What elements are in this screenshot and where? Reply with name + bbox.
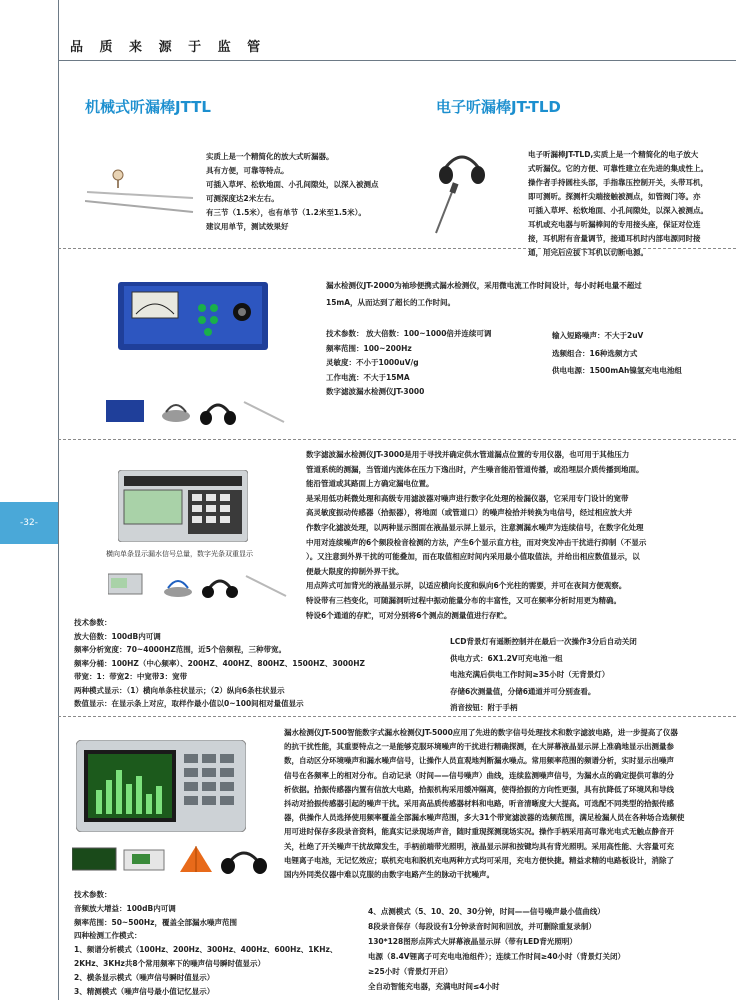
text-line: 用可进时保存多段录音资料，能真实记录现场声音，随时重现探测现场实况。操作手柄采用高可靠光电式无触点静音开 bbox=[284, 827, 674, 837]
spec-line: 频率范围：100~200Hz bbox=[326, 343, 412, 353]
section4-intro bbox=[284, 726, 732, 882]
text-line: 建议用单节，测试效果好 bbox=[206, 222, 289, 231]
jt3000-caption: 横向单条显示漏水信号总量，数字光条双重显示 bbox=[106, 550, 253, 558]
params-title: 技术参数： bbox=[74, 618, 112, 627]
text-line: 电子听漏棒JT-TLD,实质上是一个精简化的电子放大 bbox=[528, 150, 699, 159]
text-line: 用点阵式可加背光的液晶显示屏，以适应横向长度和纵向6个光柱的需要，并可在夜间方便观察。 bbox=[306, 581, 627, 591]
param-line: 放大倍数：100dB内可调 bbox=[74, 631, 161, 641]
param-line: 技术参数： bbox=[74, 890, 112, 899]
text-line: 析依据。拾振传感器内置有信放大电路，拾振机构采用缓冲隔离，使得拾振的方向性更强，具有抗降低了环境风和导线 bbox=[284, 784, 674, 794]
section2-intro bbox=[326, 277, 726, 311]
text-line: 关，杜绝了开关噪声干扰故障发生，手柄前端带光照明，液晶显示屏和按键均具有背光照明。采用高性能、大容量可充 bbox=[284, 841, 674, 851]
text-line: 特设带有三档变化，可随漏洞听过程中振动能量分布的丰富性，又可在频率分析时用更为精确。 bbox=[306, 595, 621, 605]
text-line: 管道系统的测漏，当管道内流体在压力下逸出时，产生噪音能沿管道传播，或沿埋层介质传播到地面。 bbox=[306, 464, 644, 474]
jt5000-device-image bbox=[76, 740, 246, 832]
text-line: 可插入草坪、松软地面、小孔间隙处，以深入被测点。 bbox=[528, 206, 708, 215]
spec-line: 工作电流：不大于15MA bbox=[326, 372, 410, 382]
text-line: 可测深度达2米左右。 bbox=[206, 194, 279, 203]
jt5000-accessories-image bbox=[72, 842, 272, 876]
text-line: 具有方便，可靠等特点。 bbox=[206, 166, 289, 175]
text-line: 式听漏仪。它的方便、可靠性建立在先进的集成性上。 bbox=[528, 164, 708, 173]
text-line: 是采用低功耗微处理和高级专用滤波器对噪声进行数字化处理的检漏仪器，它采用专门设计的宽带 bbox=[306, 493, 629, 503]
text-line: 信号在各频率上的相对分布。自动记录（时间——信号噪声）曲线，连续监测噪声信号，为漏水点的确定提供可靠的分 bbox=[284, 770, 674, 780]
text-line: 耳机或充电器与听漏棒间的专用接头座，保证对位连 bbox=[528, 220, 701, 229]
param-line: 音频放大增益：100dB内可调 bbox=[74, 903, 176, 913]
text-line: 漏水检测仪JT-500智能数字式漏水检测仪JT-5000应用了先进的数字信号处理技术和数字滤波电路，进一步提高了仪器 bbox=[284, 728, 678, 737]
electronic-listening-rod-image bbox=[432, 145, 492, 235]
text-line: 实质上是一个精简化的放大式听漏器。 bbox=[206, 152, 334, 161]
param-line: LCD背景灯有遥断控制并在最后一次操作3分后自动关闭 bbox=[450, 637, 637, 646]
spec-line: 输入短路噪声：不大于2uV bbox=[552, 331, 644, 340]
text-line: 即可测听。探测杆尖端接触被测点，如管阀门等。亦 bbox=[528, 192, 701, 201]
text-line: 数，自动区分环境噪声和漏水噪声信号，让操作人员直观地判断漏水噪点。常用频率范围的频谱分析，实时显示出噪声 bbox=[284, 756, 674, 766]
param-line: 2、横条显示模式（噪声信号瞬时值显示） bbox=[74, 972, 215, 982]
param-line: 数值显示：在显示条上对应，取样作最小值以0~100间相对量值显示 bbox=[74, 699, 304, 708]
param-line: 电池充满后供电工作时间≥35小时（无背景灯） bbox=[450, 670, 610, 679]
param-line: 频率范围：50~500Hz，覆盖全部漏水噪声范围 bbox=[74, 917, 238, 927]
param-line: 4、点测模式（5、10、20、30分钟，时间——信号噪声最小值曲线） bbox=[368, 907, 605, 916]
section2-specs-right bbox=[552, 327, 732, 380]
param-line: 频率分桶：100HZ（中心频率）、200HZ、400HZ、800HZ、1500HZ、3000HZ bbox=[74, 658, 365, 668]
text-line: 作数字化滤波处理，以两种显示图面在液晶显示屏上显示，注意测漏水噪声为连续信号，在数字化处理 bbox=[306, 522, 644, 532]
mechanical-listening-rod-image bbox=[85, 168, 195, 218]
section2-specs-left bbox=[326, 327, 546, 400]
jt3000-accessories-image bbox=[108, 570, 288, 598]
text-line: 抖动对拾振传感器引起的噪声干扰。采用高品质传感器材料和电路，听音清晰度大大提高。可选配不同类型的拾振传感 bbox=[284, 799, 674, 809]
text-line: 数字滤波漏水检测仪JT-3000是用于寻找并确定供水管道漏点位置的专用仪器，也可用于其他压力 bbox=[306, 450, 630, 459]
page-number-tab: -32- bbox=[0, 502, 58, 544]
spec-line: 选频组合：16种选频方式 bbox=[552, 348, 638, 358]
param-line: 1、频谱分析模式（100Hz、200Hz、300Hz、400Hz、600Hz、1KHz、 bbox=[74, 945, 338, 955]
param-line: 频率分析宽度：70~4000HZ范围，近5个倍频程，三种带宽。 bbox=[74, 645, 287, 654]
header-rule bbox=[58, 60, 736, 61]
page-header: 品 质 来 源 于 监 管 bbox=[70, 40, 267, 55]
jt3000-device-image bbox=[118, 470, 248, 542]
text-line: 电锂离子电池，无记忆效应；联机充电和脱机充电两种方式均可采用，充电方便快捷。精益求精的电路板设计，消除了 bbox=[284, 855, 674, 865]
jt2000-accessories-image bbox=[106, 394, 286, 426]
text-line: ）。又注意到外界干扰的可能叠加，而在取值相应时间内采用最小值取值法，并给出相应数值显示，以 bbox=[306, 552, 640, 562]
text-line: 的抗干扰性能，其重要特点之一是能够克服环境噪声的干扰进行精确探测，在大屏幕液晶显示屏上准确地显示出测量参 bbox=[284, 742, 674, 752]
spec-line: 灵敏度：不小于1000uV/g bbox=[326, 358, 419, 367]
spec-line: 数字滤波漏水检测仪JT-3000 bbox=[326, 387, 425, 396]
text-line: 有三节（1.5米），也有单节（1.2米至1.5米）。 bbox=[206, 208, 366, 217]
jt2000-device-image bbox=[118, 278, 268, 353]
spec-line: 供电电源：1500mAh镍氢充电电池组 bbox=[552, 366, 682, 375]
text-line: 通，用完后应拔下耳机以切断电源。 bbox=[528, 248, 648, 257]
section1-right-text bbox=[528, 148, 736, 260]
param-line: 存储6次测量值，分储6通道并可分别查看。 bbox=[450, 686, 596, 696]
param-line: 供电方式：6X1.2V可充电池一组 bbox=[450, 653, 563, 663]
section-divider bbox=[58, 439, 736, 440]
text-line: 器，供操作人员选择使用频率覆盖全部漏水噪声范围，多大31个带宽滤波器的选频范围，满足检漏人员在各种场合选频使 bbox=[284, 813, 685, 823]
param-line: ≥25小时（背景灯开启） bbox=[368, 967, 453, 976]
section1-left-text bbox=[206, 150, 406, 234]
text-line: 操作者手持圆柱头部，手指靠压控制开关，头带耳机， bbox=[528, 178, 708, 187]
section1-left-title: 机械式听漏棒JTTL bbox=[85, 98, 211, 116]
text-line: 高灵敏度振动传感器（拾振器），将地面（或管道口）的噪声检拾并转换为电信号，经过相应放大并 bbox=[306, 508, 633, 518]
text-line: 特设6个通道的存贮，可对分别将6个测点的测量值进行存贮。 bbox=[306, 610, 512, 620]
param-line: 3、精测模式（噪声信号最小值记忆显示） bbox=[74, 986, 215, 996]
param-line: 8段录音保存（每段设有1分钟录音时间和回放，并可删除重复录制） bbox=[368, 922, 596, 931]
text-line: 国内外同类仪器中难以克服的由数字电路产生的脉动干扰噪声。 bbox=[284, 870, 494, 880]
section3-params-right bbox=[450, 634, 730, 717]
text-line: 便最大限度的抑制外界干扰。 bbox=[306, 566, 404, 576]
param-line: 消音按钮：附于手柄 bbox=[450, 703, 518, 712]
section4-params-left bbox=[74, 888, 374, 998]
section-divider bbox=[58, 248, 736, 249]
text-line: 可插入草坪、松软地面、小孔间隙处，以深入被测点 bbox=[206, 180, 379, 189]
section1-right-title: 电子听漏棒JT-TLD bbox=[436, 98, 561, 116]
section3-intro bbox=[306, 448, 726, 623]
param-line: 四种检测工作模式： bbox=[74, 931, 142, 941]
text-line: 漏水检测仪JT-2000为袖珍便携式漏水检测仪，采用微电流工作时间设计，每小时耗电量不超过 bbox=[326, 281, 642, 290]
section-divider bbox=[58, 716, 736, 717]
param-line: 电源（8.4V锂离子可充电电池组件）；连续工作时间≥40小时（背景灯关闭） bbox=[368, 952, 626, 961]
text-line: 能沿管道或其路面上方确定漏电位置。 bbox=[306, 479, 434, 489]
param-line: 两种模式显示：（1）横向单条柱状显示；（2）纵向6条柱状显示 bbox=[74, 685, 285, 695]
text-line: 接，耳机附有音量调节，接通耳机时内部电源同时接 bbox=[528, 234, 701, 243]
left-margin-rule bbox=[58, 0, 59, 1000]
param-line: 2KHz、3KHz共8个常用频率下的噪声信号瞬时值显示） bbox=[74, 958, 266, 968]
param-line: 带宽：1：带宽2：中宽带3：宽带 bbox=[74, 672, 188, 681]
text-line: 中用对连续噪声的6个频段检音检测的方法，产生6个显示直方柱，而对突发冲击干扰进行抑制（不显示 bbox=[306, 537, 647, 547]
param-line: 130*128图形点阵式大屏幕液晶显示屏（带有LED背光照明） bbox=[368, 937, 577, 946]
param-line: 全自动智能充电器，充满电时间≤4小时 bbox=[368, 982, 500, 991]
section3-params bbox=[74, 616, 454, 711]
text-line: 15mA，从而达到了超长的工作时间。 bbox=[326, 298, 456, 307]
spec-line: 技术参数： 放大倍数：100~1000倍并连续可调 bbox=[326, 329, 492, 338]
section4-params-right bbox=[368, 904, 732, 994]
